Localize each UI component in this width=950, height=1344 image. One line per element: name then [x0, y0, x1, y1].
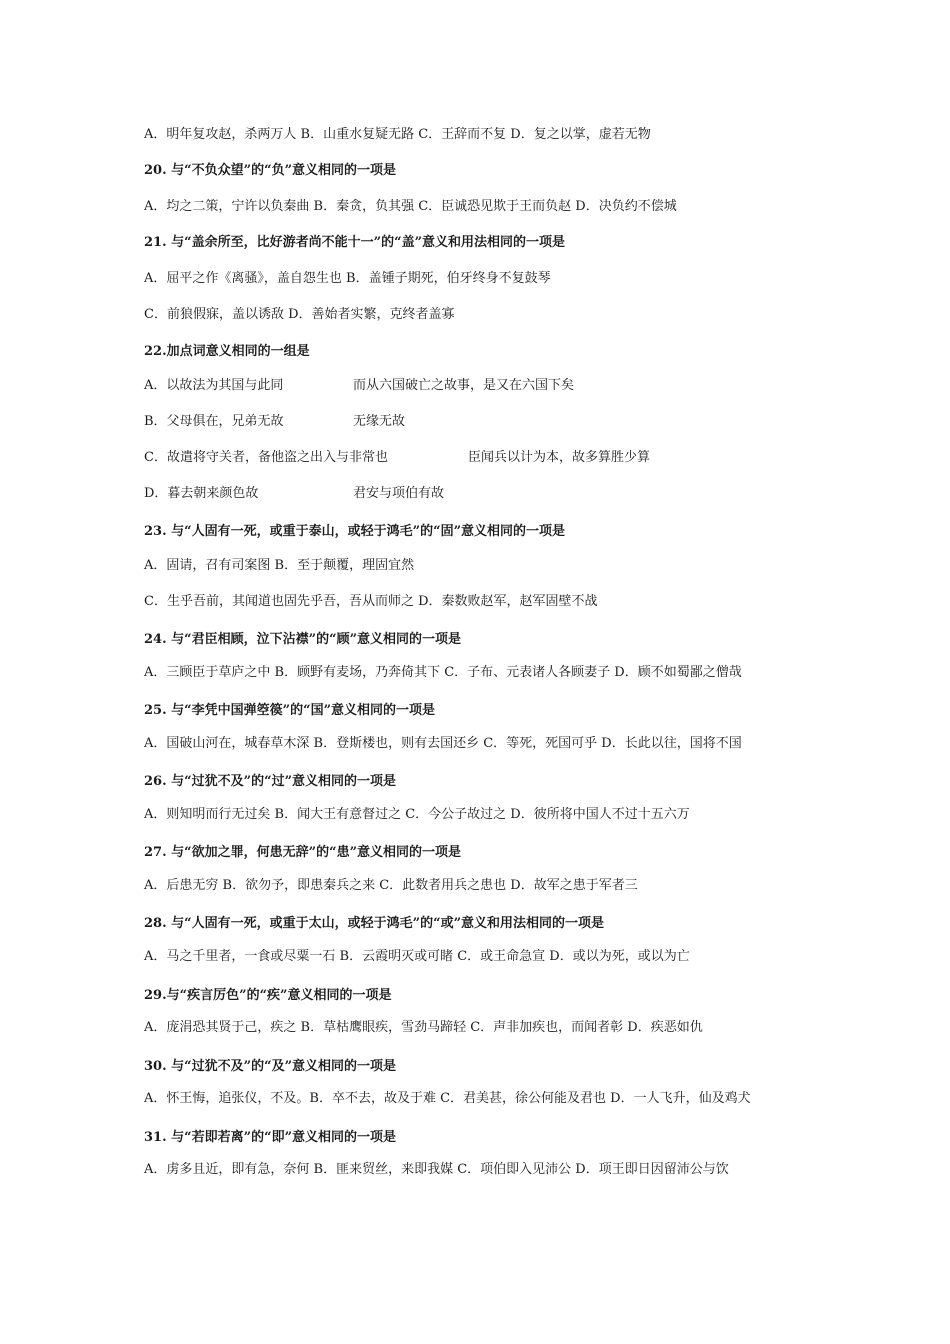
option-right: 而从六国破亡之故事，是又在六国下矣: [353, 378, 575, 393]
option-right: 无缘无故: [353, 414, 406, 429]
option-line: A．则知明而行无过矣 B．闻大王有意督过之 C．今公子故过之 D．彼所将中国人不过十五六万: [144, 807, 690, 822]
option-line: A．明年复攻赵，杀两万人 B．山重水复疑无路 C．王辞而不复 D．复之以掌，虚若无物: [144, 127, 651, 142]
option-line: A．均之二策，宁许以负秦曲 B．秦贪，负其强 C．臣诚恐见欺于王而负赵 D．决负约不偿城: [144, 199, 677, 214]
option-line: A．固请，召有司案图 B．至于颠覆，理固宜然: [144, 558, 415, 573]
option-line: [144, 485, 844, 503]
option-left: D．暮去朝来颜色故: [144, 486, 259, 501]
option-line: C．前狼假寐，盖以诱敌 D．善始者实繁，克终者盖寡: [144, 307, 455, 322]
question-20: 20. 与“不负众望”的“负”意义相同的一项是: [144, 163, 397, 178]
option-line: A．怀王悔，追张仪，不及。B．卒不去，故及于难 C．君美甚，徐公何能及君也 D．一人飞升，仙及鸡犬: [144, 1091, 751, 1106]
question-26: 26. 与“过犹不及”的“过”意义相同的一项是: [144, 774, 397, 789]
option-left: A．以故法为其国与此同: [144, 378, 284, 393]
option-line: C．生乎吾前，其闻道也固先乎吾，吾从而师之 D．秦数败赵军，赵军固壁不战: [144, 594, 598, 609]
option-line: [144, 377, 844, 395]
option-line: A．国破山河在，城春草木深 B．登斯楼也，则有去国还乡 C．等死，死国可乎 D．长此以往，国将不国: [144, 736, 742, 751]
option-left: B．父母俱在，兄弟无故: [144, 414, 284, 429]
question-24: 24. 与“君臣相顾，泣下沾襟”的“顾”意义相同的一项是: [144, 632, 462, 647]
option-line: A．后患无穷 B．欲勿予，即患秦兵之来 C．此数者用兵之患也 D．故军之患于军者三: [144, 878, 638, 893]
question-29: 29.与“疾言厉色”的“疾”意义相同的一项是: [144, 988, 392, 1003]
option-line: A．马之千里者，一食或尽粟一石 B．云霞明灭或可睹 C．或王命急宣 D．或以为死，或以为亡: [144, 949, 690, 964]
question-25: 25. 与“李凭中国弹箜篌”的“国”意义相同的一项是: [144, 703, 436, 718]
option-right: 君安与项伯有故: [353, 486, 445, 501]
question-21: 21. 与“盖余所至，比好游者尚不能十一”的“盖”意义和用法相同的一项是: [144, 235, 566, 250]
option-line: A．三顾臣于草庐之中 B．顾野有麦场，乃奔倚其下 C．子布、元表诸人各顾妻子 D．顾不如蜀鄙之僧哉: [144, 665, 742, 680]
question-28: 28. 与“人固有一死，或重于太山，或轻于鸿毛”的“或”意义和用法相同的一项是: [144, 916, 605, 931]
option-line: A．庞涓恐其贤于己，疾之 B．草枯鹰眼疾，雪劲马蹄轻 C．声非加疾也，而闻者彰 D．疾恶如仇: [144, 1020, 703, 1035]
question-23: 23. 与“人固有一死，或重于泰山，或轻于鸿毛”的“固”意义相同的一项是: [144, 524, 566, 539]
question-27: 27. 与“欲加之罪，何患无辞”的“患”意义相同的一项是: [144, 845, 462, 860]
option-line: [144, 413, 844, 431]
question-30: 30. 与“过犹不及”的“及”意义相同的一项是: [144, 1059, 397, 1074]
question-31: 31. 与“若即若离”的“即”意义相同的一项是: [144, 1130, 397, 1145]
option-right: 臣闻兵以计为本，故多算胜少算: [468, 450, 651, 465]
option-line: [144, 449, 844, 467]
question-22: 22.加点词意义相同的一组是: [144, 344, 310, 359]
option-left: C．故遣将守关者，备他盗之出入与非常也: [144, 450, 388, 465]
option-line: A．虏多且近，即有急，奈何 B．匪来贸丝，来即我媒 C．项伯即入见沛公 D．项王即日因留沛公与饮: [144, 1162, 729, 1177]
option-line: A．屈平之作《离骚》，盖自怨生也 B．盖锺子期死，伯牙终身不复鼓琴: [144, 271, 551, 286]
